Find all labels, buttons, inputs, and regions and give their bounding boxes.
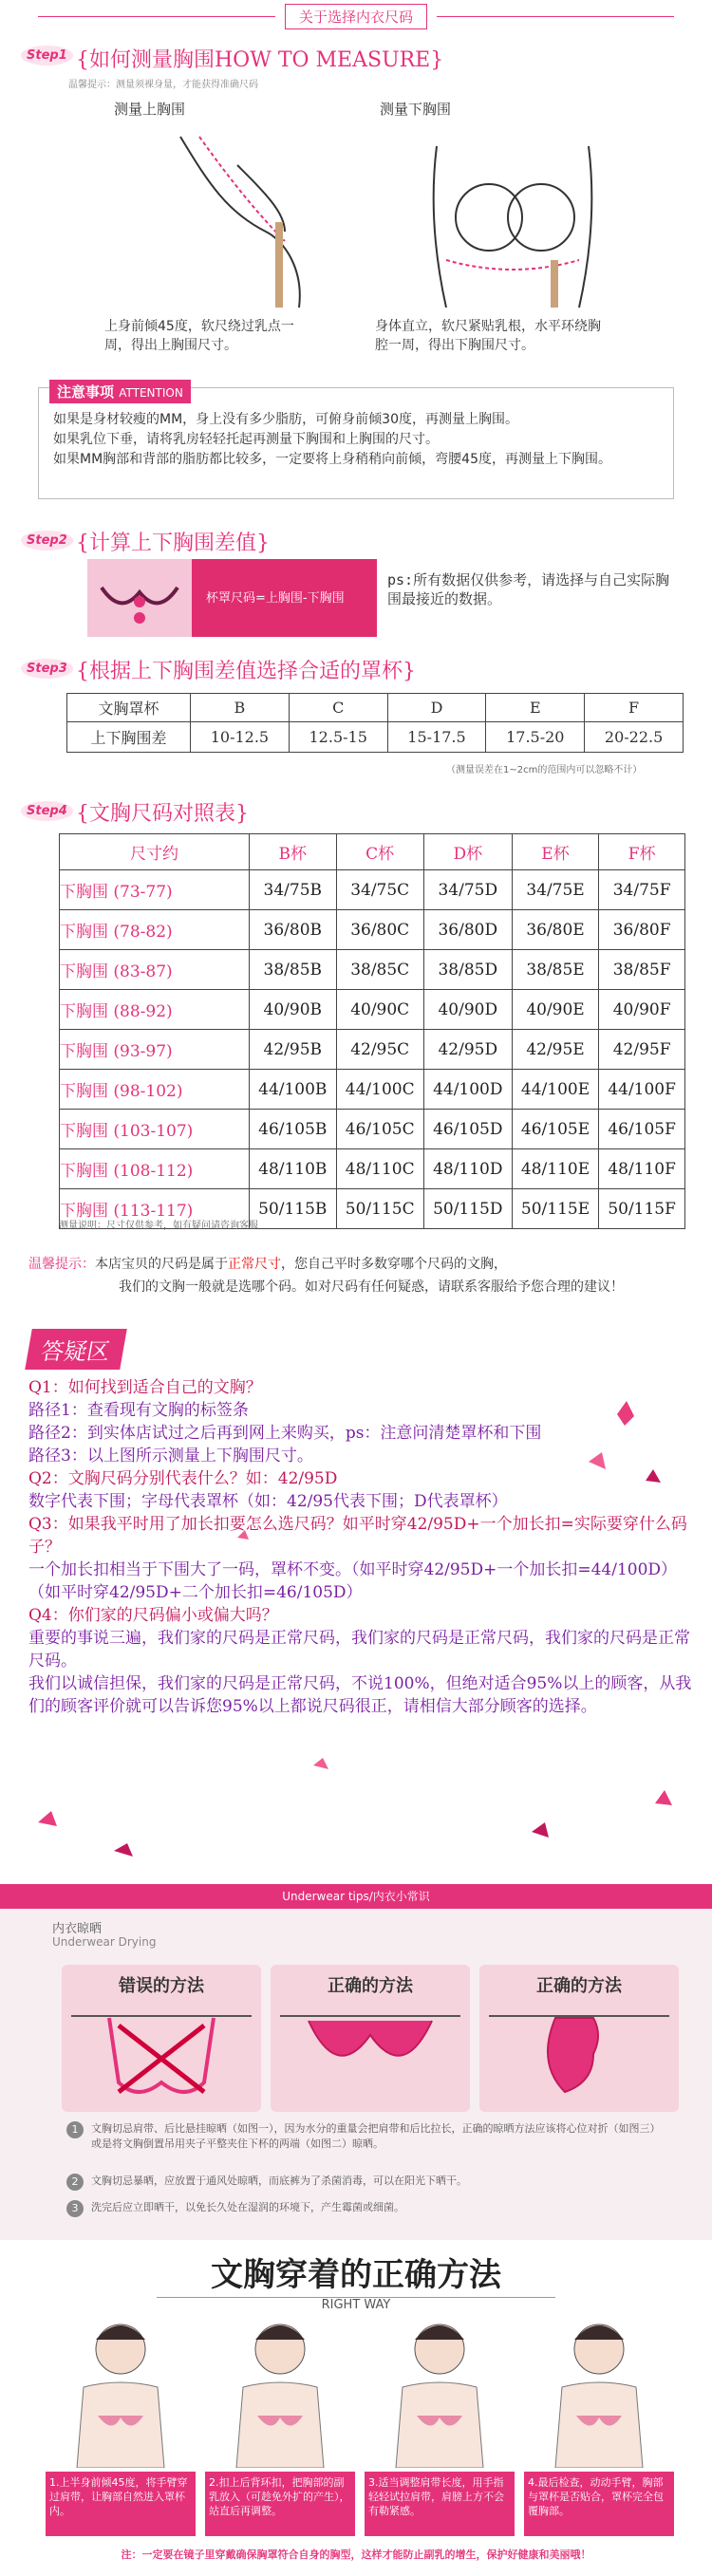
header-title: 关于选择内衣尺码 bbox=[285, 4, 427, 29]
warm-label: 温馨提示： bbox=[28, 1257, 95, 1272]
warm-highlight: 正常尺寸 bbox=[228, 1257, 281, 1272]
divider bbox=[38, 16, 275, 17]
table-cell: 上下胸围差 bbox=[67, 722, 191, 753]
table-cell: E bbox=[486, 694, 585, 722]
attention-tag-cn: 注意事项 bbox=[57, 383, 115, 401]
table-row bbox=[60, 1070, 685, 1110]
table-header-cell: D杯 bbox=[423, 834, 512, 870]
attention-line: 如果是身材较瘦的MM，身上没有多少脂肪，可俯身前倾30度，再测量上胸围。 bbox=[53, 412, 518, 427]
step4-title: {文胸尺码对照表} bbox=[76, 802, 249, 826]
table-cell: 48/110E bbox=[512, 1149, 598, 1189]
table-cell: 48/110B bbox=[250, 1149, 337, 1189]
table-cell: 下胸围 (93-97) bbox=[60, 1030, 250, 1070]
table-cell: 36/80D bbox=[423, 910, 512, 950]
warm-line1a: 本店宝贝的尺码是属于 bbox=[95, 1257, 228, 1272]
attention-line: 如果MM胸部和背部的脂肪都比较多，一定要将上身稍稍向前倾，弯腰45度，再测量上下胸围。 bbox=[53, 452, 611, 467]
tip-text: 洗完后应立即晒干，以免长久处在湿润的环境下，产生霉菌或细菌。 bbox=[91, 2201, 404, 2213]
attention-section bbox=[0, 380, 712, 503]
divider bbox=[437, 16, 674, 17]
table-cell: C bbox=[289, 694, 387, 722]
table-row bbox=[60, 1030, 685, 1070]
table-cell: B bbox=[191, 694, 290, 722]
tip-item bbox=[66, 2174, 655, 2191]
table-header-cell: 尺寸约 bbox=[60, 834, 250, 870]
table-cell: 36/80F bbox=[599, 910, 685, 950]
table-cell: D bbox=[387, 694, 486, 722]
faq-section bbox=[0, 1329, 712, 1879]
table-header-row bbox=[60, 834, 685, 870]
table-cell: 38/85B bbox=[250, 950, 337, 990]
table-cell: 50/115C bbox=[336, 1189, 423, 1229]
right-label-2: 正确的方法 bbox=[536, 1976, 622, 1996]
lower-bust-illustration bbox=[408, 127, 617, 317]
step4-note: 测量说明：尺寸仅供参考，如有疑问请咨询客服 bbox=[59, 1221, 258, 1231]
table-cell: 48/110F bbox=[599, 1149, 685, 1189]
q4: Q4：你们家的尺码偏小或偏大吗？ bbox=[28, 1606, 278, 1625]
table-row bbox=[67, 694, 684, 722]
table-cell: F bbox=[585, 694, 684, 722]
faq-title: 答疑区 bbox=[25, 1329, 127, 1370]
size-chart-table bbox=[59, 833, 685, 1229]
table-cell: 50/115F bbox=[599, 1189, 685, 1229]
attention-lines bbox=[53, 410, 661, 470]
warm-line2: 我们的文胸一般就是选哪个码。如对尺码有任何疑惑，请联系客服给予您合理的建议！ bbox=[119, 1279, 624, 1295]
right-method-card bbox=[271, 1965, 470, 2112]
table-cell: 34/75E bbox=[512, 870, 598, 910]
table-cell: 40/90D bbox=[423, 990, 512, 1030]
table-cell: 下胸围 (73-77) bbox=[60, 870, 250, 910]
woman-figure-icon bbox=[365, 2311, 515, 2468]
q1-answer-b: 路径2：到实体店试过之后再到网上来购买，ps：注意问清楚罩杯和下围 bbox=[28, 1424, 542, 1443]
q1-answer-c: 路径3：以上图所示测量上下胸围尺寸。 bbox=[28, 1447, 313, 1465]
table-cell: 下胸围 (113-117) bbox=[60, 1189, 250, 1229]
drying-tips-cont bbox=[0, 2174, 712, 2240]
table-cell: 50/115B bbox=[250, 1189, 337, 1229]
drying-tips bbox=[66, 2121, 655, 2157]
bra-thumb bbox=[87, 559, 192, 637]
table-cell: 下胸围 (108-112) bbox=[60, 1149, 250, 1189]
table-cell: 38/85D bbox=[423, 950, 512, 990]
table-cell: 44/100F bbox=[599, 1070, 685, 1110]
q1-answer-a: 路径1：查看现有文胸的标签条 bbox=[28, 1401, 249, 1420]
table-cell: 42/95D bbox=[423, 1030, 512, 1070]
attention-tag bbox=[49, 380, 191, 403]
table-cell: 10-12.5 bbox=[191, 722, 290, 753]
table-cell: 44/100B bbox=[250, 1070, 337, 1110]
table-cell: 48/110D bbox=[423, 1149, 512, 1189]
wear-step bbox=[46, 2311, 196, 2536]
wear-step bbox=[205, 2311, 355, 2536]
step1-badge: Step1 bbox=[21, 46, 73, 65]
wear-step bbox=[524, 2311, 674, 2536]
faq-body bbox=[28, 1376, 693, 1718]
table-row bbox=[60, 950, 685, 990]
table-cell: 20-22.5 bbox=[585, 722, 684, 753]
tip-item bbox=[66, 2121, 655, 2152]
table-header-cell: B杯 bbox=[250, 834, 337, 870]
table-cell: 38/85C bbox=[336, 950, 423, 990]
table-cell: 34/75D bbox=[423, 870, 512, 910]
table-cell: 38/85E bbox=[512, 950, 598, 990]
table-cell: 44/100D bbox=[423, 1070, 512, 1110]
table-row bbox=[60, 1110, 685, 1149]
table-cell: 17.5-20 bbox=[486, 722, 585, 753]
q2-answer: 数字代表下围；字母代表罩杯（如：42/95代表下围；D代表罩杯） bbox=[28, 1492, 508, 1511]
table-row bbox=[60, 1149, 685, 1189]
tips-bar: Underwear tips/内衣小常识 bbox=[0, 1884, 712, 1909]
table-cell: 下胸围 (88-92) bbox=[60, 990, 250, 1030]
table-cell: 44/100E bbox=[512, 1070, 598, 1110]
table-cell: 48/110C bbox=[336, 1149, 423, 1189]
wrong-bra-icon bbox=[62, 1997, 261, 2111]
wear-subtitle: RIGHT WAY bbox=[157, 2297, 555, 2312]
right-method-card bbox=[479, 1965, 679, 2112]
step3-badge: Step3 bbox=[21, 659, 73, 679]
table-cell: 34/75C bbox=[336, 870, 423, 910]
table-cell: 40/90C bbox=[336, 990, 423, 1030]
table-cell: 34/75F bbox=[599, 870, 685, 910]
step3-note: （测量误差在1~2cm的范围内可以忽略不计） bbox=[446, 765, 643, 775]
table-cell: 44/100C bbox=[336, 1070, 423, 1110]
woman-figure-icon bbox=[524, 2311, 674, 2468]
step2-section bbox=[0, 527, 712, 641]
table-cell: 46/105F bbox=[599, 1110, 685, 1149]
right-bra-icon bbox=[271, 1997, 470, 2111]
step4-section bbox=[0, 797, 712, 1243]
cup-diff-table bbox=[66, 693, 684, 753]
table-header-cell: E杯 bbox=[512, 834, 598, 870]
step2-ps: ps:所有数据仅供参考，请选择与自己实际胸围最接近的数据。 bbox=[387, 571, 670, 607]
wear-step bbox=[365, 2311, 515, 2536]
step1-section bbox=[0, 42, 712, 374]
table-cell: 42/95E bbox=[512, 1030, 598, 1070]
table-cell: 46/105C bbox=[336, 1110, 423, 1149]
warm-tip bbox=[0, 1251, 712, 1327]
folded-bra-icon bbox=[479, 1997, 679, 2111]
tip-text: 文胸切忌暴晒，应放置于通风处晾晒，而底裤为了杀菌消毒，可以在阳光下晒干。 bbox=[91, 2175, 467, 2187]
lower-label: 测量下胸围 bbox=[380, 101, 452, 118]
wear-section bbox=[0, 2245, 712, 2576]
table-cell: 50/115E bbox=[512, 1189, 598, 1229]
table-cell: 40/90F bbox=[599, 990, 685, 1030]
attention-line: 如果乳位下垂，请将乳房轻轻托起再测量下胸围和上胸围的尺寸。 bbox=[53, 432, 439, 447]
q3: Q3：如果我平时用了加长扣要怎么选尺码？如平时穿42/95D+一个加长扣=实际要穿什么码子？ bbox=[28, 1515, 687, 1557]
table-cell: 15-17.5 bbox=[387, 722, 486, 753]
tip-number: 2 bbox=[66, 2174, 84, 2191]
right-label-1: 正确的方法 bbox=[328, 1976, 413, 1996]
table-cell: 36/80E bbox=[512, 910, 598, 950]
table-cell: 下胸围 (103-107) bbox=[60, 1110, 250, 1149]
tip-text: 文胸切忌肩带、后比悬挂晾晒（如图一），因为水分的重量会把肩带和后比拉长，正确的晾晒方法应该将心位对折（如图三）或是将文胸倒置吊用夹子平整夹住下杯的两端（如图二）晾晒。 bbox=[91, 2122, 655, 2150]
q1: Q1：如何找到适合自己的文胸？ bbox=[28, 1378, 262, 1397]
table-row bbox=[60, 910, 685, 950]
table-cell: 38/85F bbox=[599, 950, 685, 990]
formula-banner bbox=[87, 559, 377, 637]
wrong-label: 错误的方法 bbox=[119, 1976, 204, 1996]
upper-desc: 上身前倾45度，软尺绕过乳点一周，得出上胸围尺寸。 bbox=[104, 319, 294, 353]
table-cell: 42/95B bbox=[250, 1030, 337, 1070]
table-cell: 文胸罩杯 bbox=[67, 694, 191, 722]
drying-title: 内衣晾晒 bbox=[52, 1922, 103, 1936]
woman-figure-icon bbox=[205, 2311, 355, 2468]
tip-number: 1 bbox=[66, 2121, 84, 2138]
table-header-cell: C杯 bbox=[336, 834, 423, 870]
table-cell: 46/105E bbox=[512, 1110, 598, 1149]
step4-badge: Step4 bbox=[21, 801, 73, 821]
table-cell: 下胸围 (83-87) bbox=[60, 950, 250, 990]
table-cell: 40/90B bbox=[250, 990, 337, 1030]
wear-step-text: 3.适当调整肩带长度，用手指轻轻试拉肩带，肩膀上方不会有勒紧感。 bbox=[365, 2472, 515, 2536]
table-cell: 34/75B bbox=[250, 870, 337, 910]
wear-step-text: 1.上半身前倾45度，将手臂穿过肩带，让胸部自然进入罩杯内。 bbox=[46, 2472, 196, 2536]
formula-text: 杯罩尺码=上胸围-下胸围 bbox=[206, 591, 345, 606]
warm-line1c: ，您自己平时多数穿哪个尺码的文胸， bbox=[281, 1257, 507, 1272]
q4-answer-b: 我们以诚信担保，我们家的尺码是正常尺码，不说100%，但绝对适合95%以上的顾客，从我们的顾客评价就可以告诉您95%以上都说尺码很正，请相信大部分顾客的选择。 bbox=[28, 1674, 692, 1716]
step1-note: 温馨提示：测量须裸身量，才能获得准确尺码 bbox=[68, 80, 258, 90]
wear-title: 文胸穿着的正确方法 bbox=[211, 2256, 501, 2294]
table-cell: 下胸围 (78-82) bbox=[60, 910, 250, 950]
woman-figure-icon bbox=[46, 2311, 196, 2468]
wear-step-text: 2.扣上后背环扣，把胸部的副乳放入（可趁免外扩的产生），站直后再调整。 bbox=[205, 2472, 355, 2536]
table-header-cell: F杯 bbox=[599, 834, 685, 870]
bra-icon bbox=[87, 559, 192, 637]
table-cell: 36/80B bbox=[250, 910, 337, 950]
table-cell: 12.5-15 bbox=[289, 722, 387, 753]
q4-answer-a: 重要的事说三遍，我们家的尺码是正常尺码，我们家的尺码是正常尺码，我们家的尺码是正常尺码。 bbox=[28, 1629, 690, 1671]
wear-step-text: 4.最后检查，动动手臂，胸部与罩杯是否贴合，罩杯完全包覆胸部。 bbox=[524, 2472, 674, 2536]
tip-item bbox=[66, 2200, 655, 2217]
wrong-method-card bbox=[62, 1965, 261, 2112]
q2: Q2：文胸尺码分别代表什么？如：42/95D bbox=[28, 1469, 338, 1488]
step2-badge: Step2 bbox=[21, 531, 73, 551]
tip-number: 3 bbox=[66, 2200, 84, 2217]
step3-title: {根据上下胸围差值选择合适的罩杯} bbox=[76, 660, 416, 683]
upper-label: 测量上胸围 bbox=[114, 101, 186, 118]
attention-tag-en: ATTENTION bbox=[119, 386, 183, 400]
table-cell: 40/90E bbox=[512, 990, 598, 1030]
drying-tips-2 bbox=[66, 2174, 655, 2217]
wear-steps bbox=[46, 2311, 672, 2536]
upper-bust-illustration bbox=[142, 127, 351, 317]
drying-title-en: Underwear Drying bbox=[52, 1935, 157, 1949]
q3-answer: 一个加长扣相当于下围大了一码，罩杯不变。（如平时穿42/95D+一个加长扣=44/100D）（如平时穿42/95D+二个加长扣=46/105D） bbox=[28, 1560, 678, 1602]
table-cell: 46/105B bbox=[250, 1110, 337, 1149]
table-cell: 42/95C bbox=[336, 1030, 423, 1070]
table-cell: 42/95F bbox=[599, 1030, 685, 1070]
table-cell: 36/80C bbox=[336, 910, 423, 950]
step1-title: {如何测量胸围HOW TO MEASURE} bbox=[76, 48, 444, 72]
lower-desc: 身体直立，软尺紧贴乳根，水平环绕胸腔一周，得出下胸围尺寸。 bbox=[375, 319, 601, 353]
table-cell: 50/115D bbox=[423, 1189, 512, 1229]
warm-text bbox=[28, 1253, 684, 1298]
wear-footnote: 注：一定要在镜子里穿戴确保胸罩符合自身的胸型，这样才能防止副乳的增生，保护好健康和美丽哦！ bbox=[121, 2548, 591, 2561]
table-cell: 下胸围 (98-102) bbox=[60, 1070, 250, 1110]
table-row bbox=[60, 870, 685, 910]
step2-title: {计算上下胸围差值} bbox=[76, 532, 270, 555]
table-cell: 46/105D bbox=[423, 1110, 512, 1149]
table-row bbox=[67, 722, 684, 753]
step3-section bbox=[0, 655, 712, 788]
drying-section bbox=[0, 1884, 712, 2197]
table-row bbox=[60, 990, 685, 1030]
section-header bbox=[0, 0, 712, 32]
